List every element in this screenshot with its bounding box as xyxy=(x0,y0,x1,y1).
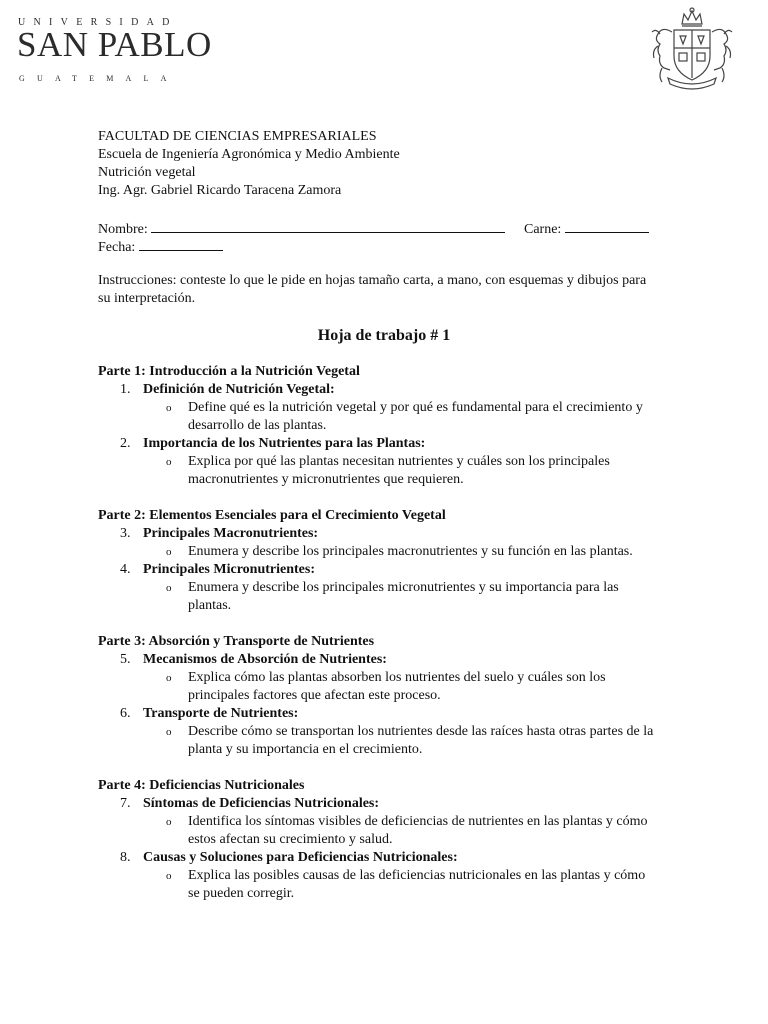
date-blank[interactable] xyxy=(139,236,223,251)
item-4-number: 4. xyxy=(120,562,131,577)
item-2-title: Importancia de los Nutrientes para las Plantas: xyxy=(143,436,426,451)
bullet-icon: o xyxy=(166,816,172,828)
instructions-line-1: Instrucciones: conteste lo que le pide en hojas tamaño carta, a mano, con esquemas y dibujos para xyxy=(98,273,647,288)
bullet-icon: o xyxy=(166,456,172,468)
part-3-title: Parte 3: Absorción y Transporte de Nutrientes xyxy=(98,634,375,649)
item-3-title: Principales Macronutrientes: xyxy=(143,526,319,541)
item-1-description xyxy=(188,399,694,435)
bullet-icon: o xyxy=(166,726,172,738)
item-8-line-2: se pueden corregir. xyxy=(188,886,295,901)
part-4-title: Parte 4: Deficiencias Nutricionales xyxy=(98,778,305,793)
item-7-line-2: estos afectan su crecimiento y salud. xyxy=(188,832,393,847)
item-4-title: Principales Micronutrientes: xyxy=(143,562,315,577)
item-5-description xyxy=(188,669,694,705)
page-title: Hoja de trabajo # 1 xyxy=(317,327,451,344)
header-block xyxy=(98,128,400,200)
item-6-line-1: Describe cómo se transportan los nutrientes desde las raíces hasta otras partes de la xyxy=(188,724,654,739)
item-1-line-2: desarrollo de las plantas. xyxy=(188,418,327,433)
bullet-icon: o xyxy=(166,582,172,594)
item-5-line-2: principales factores que afectan este proceso. xyxy=(188,688,441,703)
item-7-title: Síntomas de Deficiencias Nutricionales: xyxy=(143,796,380,811)
logo-line-universidad: UNIVERSIDAD xyxy=(18,17,178,28)
item-3-description xyxy=(188,543,694,561)
item-1-title: Definición de Nutrición Vegetal: xyxy=(143,382,335,397)
item-2-number: 2. xyxy=(120,436,131,451)
item-3-number: 3. xyxy=(120,526,131,541)
instructions xyxy=(98,272,646,308)
item-4-line-2: plantas. xyxy=(188,598,232,613)
name-blank[interactable] xyxy=(151,218,505,233)
item-2-line-2: macronutrientes y micronutrientes que requieren. xyxy=(188,472,464,487)
item-7-number: 7. xyxy=(120,796,131,811)
carne-field[interactable] xyxy=(524,218,649,239)
item-4-line-1: Enumera y describe los principales micronutrientes y su importancia para las xyxy=(188,580,619,595)
item-5-number: 5. xyxy=(120,652,131,667)
item-7-description xyxy=(188,813,694,849)
university-crest-icon xyxy=(644,6,740,92)
item-6-line-2: planta y su importancia en el crecimiento. xyxy=(188,742,423,757)
course-name: Nutrición vegetal xyxy=(98,165,196,180)
logo-line-san-pablo: SAN PABLO xyxy=(17,25,212,64)
carne-blank[interactable] xyxy=(565,218,649,233)
logo-line-guatemala: GUATEMALA xyxy=(19,74,179,83)
item-5-line-1: Explica cómo las plantas absorben los nutrientes del suelo y cuáles son los xyxy=(188,670,606,685)
item-2-description xyxy=(188,453,694,489)
item-5-title: Mecanismos de Absorción de Nutrientes: xyxy=(143,652,387,667)
date-label: Fecha: xyxy=(98,240,136,255)
item-3-line-1: Enumera y describe los principales macronutrientes y su función en las plantas. xyxy=(188,544,633,559)
item-8-title: Causas y Soluciones para Deficiencias Nutricionales: xyxy=(143,850,458,865)
part-1-title: Parte 1: Introducción a la Nutrición Vegetal xyxy=(98,364,360,379)
bullet-icon: o xyxy=(166,402,172,414)
instructions-line-2: su interpretación. xyxy=(98,291,196,306)
name-label: Nombre: xyxy=(98,222,148,237)
item-6-description xyxy=(188,723,694,759)
item-7-line-1: Identifica los síntomas visibles de deficiencias de nutrientes en las plantas y cómo xyxy=(188,814,648,829)
item-1-number: 1. xyxy=(120,382,131,397)
item-8-number: 8. xyxy=(120,850,131,865)
school-name: Escuela de Ingeniería Agronómica y Medio Ambiente xyxy=(98,147,400,162)
item-8-description xyxy=(188,867,694,903)
bullet-icon: o xyxy=(166,870,172,882)
item-8-line-1: Explica las posibles causas de las deficiencias nutricionales en las plantas y cómo xyxy=(188,868,646,883)
university-logo xyxy=(17,17,212,83)
carne-label: Carne: xyxy=(524,222,562,237)
item-1-line-1: Define qué es la nutrición vegetal y por qué es fundamental para el crecimiento y xyxy=(188,400,643,415)
part-2-title: Parte 2: Elementos Esenciales para el Crecimiento Vegetal xyxy=(98,508,446,523)
bullet-icon: o xyxy=(166,546,172,558)
item-6-title: Transporte de Nutrientes: xyxy=(143,706,299,721)
faculty-name: FACULTAD DE CIENCIAS EMPRESARIALES xyxy=(98,129,377,144)
item-4-description xyxy=(188,579,694,615)
item-2-line-1: Explica por qué las plantas necesitan nutrientes y cuáles son los principales xyxy=(188,454,610,469)
bullet-icon: o xyxy=(166,672,172,684)
item-6-number: 6. xyxy=(120,706,131,721)
professor-name: Ing. Agr. Gabriel Ricardo Taracena Zamora xyxy=(98,183,342,198)
date-field[interactable] xyxy=(98,236,223,257)
